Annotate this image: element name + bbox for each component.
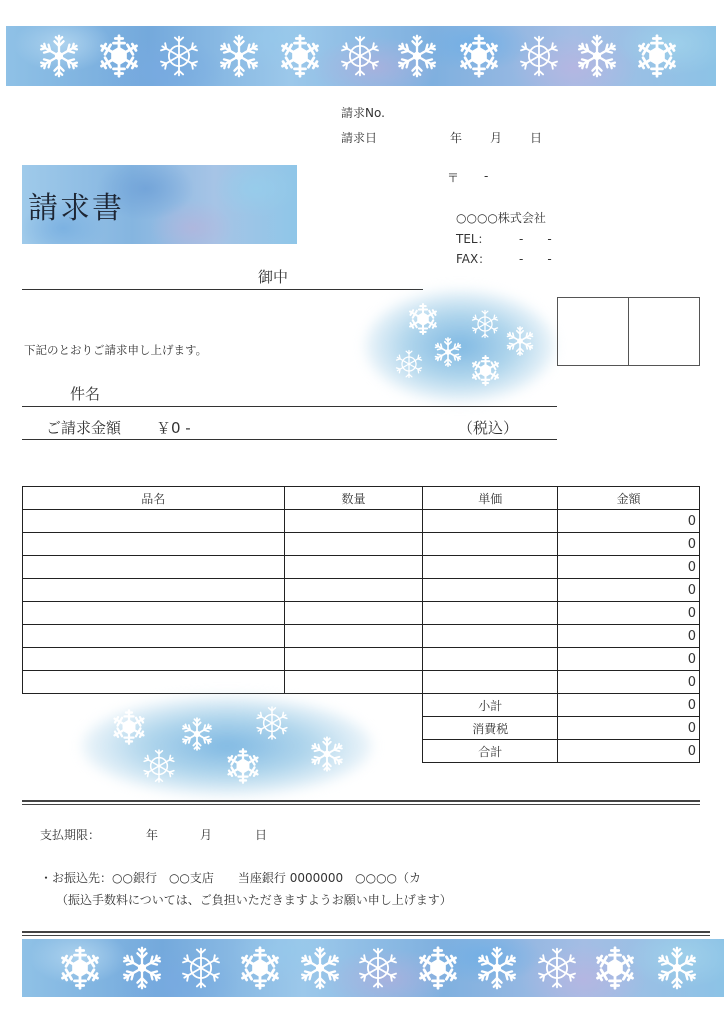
sender-tel-label: TEL： [456, 232, 490, 246]
snowflake-icon [36, 33, 82, 79]
footer-divider [22, 931, 710, 936]
subtotal-label: 小計 [423, 694, 558, 717]
snowflake-icon [110, 708, 148, 746]
table-row [23, 625, 700, 648]
cell-qty[interactable] [284, 510, 423, 533]
snowflake-icon [504, 325, 536, 357]
intro-text: 下記のとおりご請求申し上げます。 [24, 343, 208, 357]
cell-amount: 0 [558, 510, 700, 533]
table-row [23, 602, 700, 625]
title-box [22, 165, 297, 244]
snowflake-icon [277, 33, 323, 79]
due-date-month: 月 [200, 828, 213, 842]
snowflake-icon [179, 716, 215, 752]
cell-qty[interactable] [284, 625, 423, 648]
top-snowflake-banner [6, 26, 716, 86]
header-amount: 金額 [558, 487, 700, 510]
cell-qty[interactable] [284, 579, 423, 602]
cell-unit-price[interactable] [423, 556, 558, 579]
recipient-underline [22, 289, 423, 290]
sender-fax-value: - - [519, 252, 552, 266]
table-header-row [23, 487, 700, 510]
snowflake-icon [337, 33, 383, 79]
cell-item[interactable] [23, 556, 285, 579]
cell-amount: 0 [558, 671, 700, 694]
table-row [23, 671, 700, 694]
snowflake-icon [178, 945, 224, 991]
snowflake-icon [469, 308, 501, 340]
snowflake-icon [237, 945, 283, 991]
snowflake-icon [516, 33, 562, 79]
postal-code: - [484, 169, 489, 183]
snowflake-icon [140, 747, 178, 785]
table-row [23, 648, 700, 671]
postal-mark: 〒 [447, 171, 460, 185]
snowflake-icon [415, 945, 461, 991]
header-unit-price: 単価 [423, 487, 558, 510]
header-item-name: 品名 [23, 487, 285, 510]
recipient-honorific: 御中 [258, 268, 289, 286]
stamp-box [558, 298, 628, 365]
snowflake-icon [634, 33, 680, 79]
invoice-no-label: 請求No. [341, 106, 385, 120]
cell-amount: 0 [558, 625, 700, 648]
sender-tel-value: - - [519, 232, 552, 246]
amount-value: ￥0 - [156, 419, 191, 437]
cell-item[interactable] [23, 510, 285, 533]
invoice-date-year: 年 [450, 131, 463, 145]
total-label: 合計 [423, 740, 558, 763]
cell-unit-price[interactable] [423, 602, 558, 625]
amount-underline [22, 439, 557, 440]
subject-underline [22, 406, 557, 407]
sender-company: ○○○○株式会社 [456, 211, 546, 225]
cell-unit-price[interactable] [423, 648, 558, 671]
sender-fax-label: FAX： [456, 252, 491, 266]
snowflake-icon [393, 348, 425, 380]
snowflake-icon [119, 945, 165, 991]
snowflake-icon [355, 945, 401, 991]
invoice-date-day: 日 [530, 131, 543, 145]
snowflake-icon [474, 945, 520, 991]
amount-label: ご請求金額 [46, 419, 122, 437]
stamp-boxes [557, 297, 700, 366]
invoice-date-month: 月 [490, 131, 503, 145]
snowflake-icon [224, 747, 262, 785]
snowflake-icon [96, 33, 142, 79]
cell-item[interactable] [23, 671, 285, 694]
stamp-box [628, 298, 699, 365]
snowflake-icon [253, 704, 291, 742]
cell-amount: 0 [558, 648, 700, 671]
cell-item[interactable] [23, 579, 285, 602]
table-row [23, 579, 700, 602]
cell-qty[interactable] [284, 556, 423, 579]
bank-account-info: ・お振込先：○○銀行 ○○支店 当座銀行 0000000 ○○○○（カ [40, 871, 422, 885]
snowflake-icon [574, 33, 620, 79]
cell-unit-price[interactable] [423, 533, 558, 556]
cell-amount: 0 [558, 556, 700, 579]
cell-unit-price[interactable] [423, 510, 558, 533]
cell-item[interactable] [23, 625, 285, 648]
snowflake-icon [534, 945, 580, 991]
cell-qty[interactable] [284, 671, 423, 694]
cell-unit-price[interactable] [423, 579, 558, 602]
cell-item[interactable] [23, 533, 285, 556]
page-title: 請求書 [28, 191, 124, 226]
tax-included-note: （税込） [458, 419, 519, 437]
snowflake-icon [57, 945, 103, 991]
cell-qty[interactable] [284, 533, 423, 556]
snowflake-icon [216, 33, 262, 79]
cell-amount: 0 [558, 579, 700, 602]
section-divider [22, 800, 700, 805]
cell-qty[interactable] [284, 602, 423, 625]
cell-item[interactable] [23, 602, 285, 625]
invoice-date-label: 請求日 [341, 131, 378, 145]
snowflake-icon [432, 336, 464, 368]
total-value: 0 [558, 740, 700, 763]
cell-amount: 0 [558, 533, 700, 556]
due-date-label: 支払期限： [40, 828, 101, 842]
snowflake-icon [297, 945, 343, 991]
cell-unit-price[interactable] [423, 625, 558, 648]
due-date-year: 年 [146, 828, 159, 842]
header-quantity: 数量 [284, 487, 423, 510]
subtotal-value: 0 [558, 694, 700, 717]
due-date-day: 日 [255, 828, 268, 842]
snowflake-icon [469, 354, 502, 387]
transfer-fee-note: （振込手数料については、ご負担いただきますようお願い申し上げます） [56, 893, 452, 907]
snowflake-icon [654, 945, 700, 991]
subject-label: 件名 [70, 385, 101, 403]
bottom-snowflake-banner [22, 939, 724, 997]
table-row [23, 510, 700, 533]
snowflake-icon [156, 33, 202, 79]
snowflake-icon [394, 33, 440, 79]
cell-qty[interactable] [284, 648, 423, 671]
snowflake-icon [456, 33, 502, 79]
table-row [23, 556, 700, 579]
cell-amount: 0 [558, 602, 700, 625]
snowflake-icon [592, 945, 638, 991]
cell-unit-price[interactable] [423, 671, 558, 694]
table-row [23, 533, 700, 556]
snowflake-icon [406, 302, 440, 336]
snowflake-icon [308, 735, 346, 773]
tax-label: 消費税 [423, 717, 558, 740]
cell-item[interactable] [23, 648, 285, 671]
tax-value: 0 [558, 717, 700, 740]
